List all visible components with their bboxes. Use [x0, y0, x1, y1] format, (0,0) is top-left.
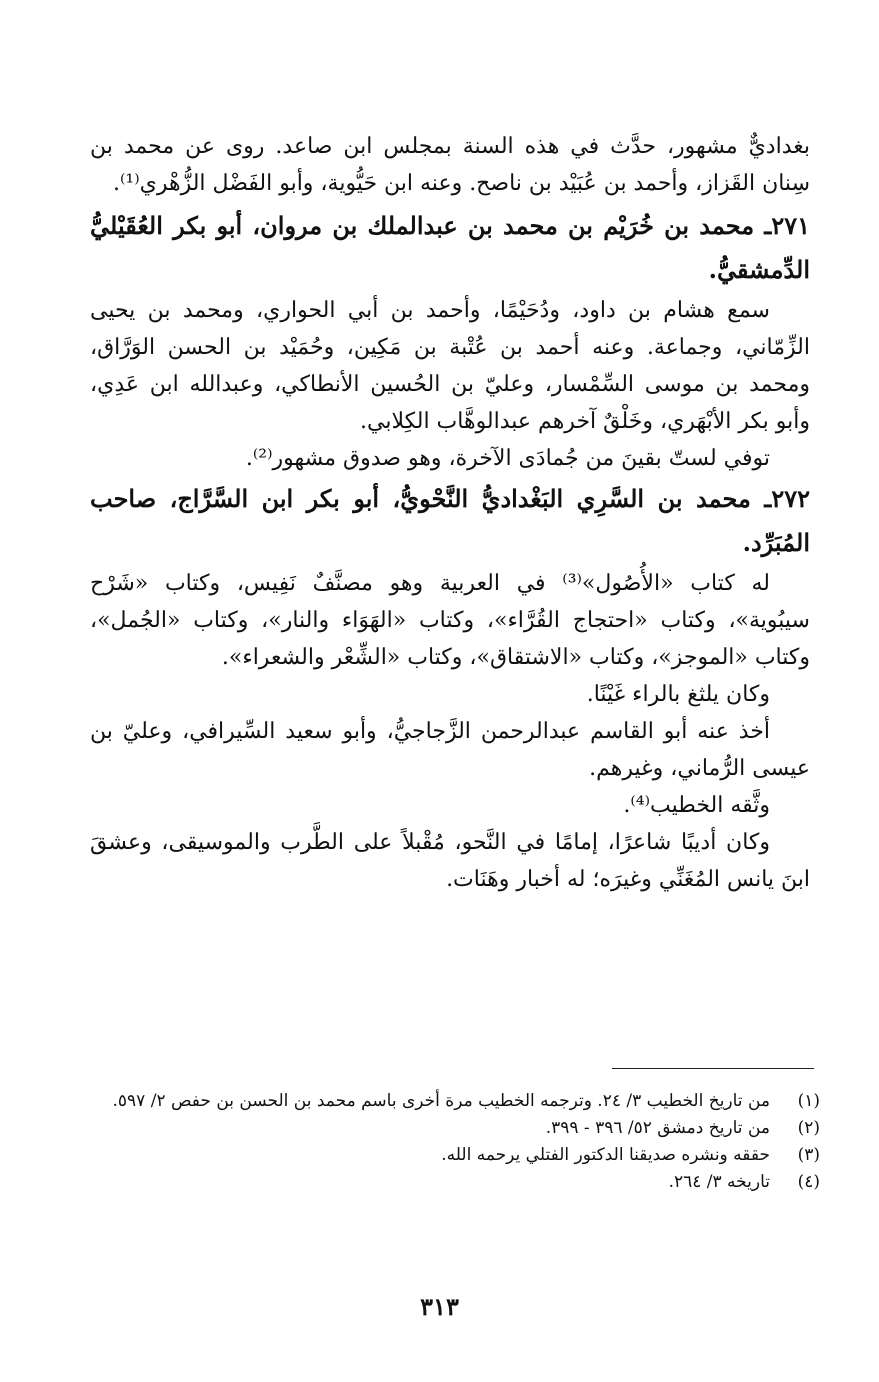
footnote-1	[100, 1088, 820, 1115]
main-text	[90, 128, 810, 898]
footnote-4	[100, 1169, 820, 1196]
paragraph-272-character: وكان أديبًا شاعرًا، إمامًا في النَّحو، مُقْبلاً على الطَّرب والموسيقى، وعشقَ ابنَ يانس المُغَنِّي وغيرَه؛ له أخبار وهَنَات.	[90, 830, 810, 892]
paragraph-270-continuation: بغداديٌّ مشهور، حدَّث في هذه السنة بمجلس ابن صاعد. روى عن محمد بن سِنان القَزاز، وأحمد بن عُبَيْد بن ناصح. وعنه ابن حَيُّوية، وأبو الفَضْل الزُّهْري⁽¹⁾.	[90, 134, 810, 196]
footnote-text: تاريخه ٣/ ٢٦٤.	[668, 1172, 770, 1192]
paragraph-272-students: أخذ عنه أبو القاسم عبدالرحمن الزَّجاجيُّ، وأبو سعيد السِّيرافي، وعليّ بن عيسى الرُّماني، وغيرهم.	[90, 719, 810, 781]
footnotes	[100, 1088, 820, 1196]
entry-heading-271: ٢٧١ـ محمد بن خُرَيْم بن محمد بن عبدالملك بن مروان، أبو بكر العُقَيْليُّ الدِّمشقيُّ.	[90, 211, 810, 284]
page-number: ٣١٣	[420, 1292, 459, 1321]
paragraph-272-trust: وثَّقه الخطيب⁽⁴⁾.	[623, 793, 770, 818]
footnote-text: حققه ونشره صديقنا الدكتور الفتلي يرحمه الله.	[441, 1145, 770, 1165]
footnote-separator	[612, 1068, 814, 1069]
footnote-3	[100, 1142, 820, 1169]
footnote-2	[100, 1115, 820, 1142]
footnote-number: (٤)	[797, 1172, 820, 1192]
footnote-number: (٢)	[797, 1118, 820, 1138]
paragraph-272-works: له كتاب «الأُصُول»⁽³⁾ في العربية وهو مصنَّفٌ نَفِيس، وكتاب «شَرْح سيبُوية»، وكتاب «احتجاج القُرَّاء»، وكتاب «الهَوَاء والنار»، وكتاب «الجُمل»، وكتاب «الموجز»، وكتاب «الاشتقاق»، وكتاب «الشِّعْر والشعراء».	[90, 571, 810, 670]
paragraph-272-speech: وكان يلثغ بالراء غَيْنًا.	[586, 682, 770, 707]
entry-heading-272: ٢٧٢ـ محمد بن السَّرِي البَغْداديُّ النَّحْويُّ، أبو بكر ابن السَّرَّاج، صاحب المُبَرِّد.	[90, 484, 810, 557]
footnote-text: من تاريخ الخطيب ٣/ ٢٤. وترجمه الخطيب مرة أخرى باسم محمد بن الحسن بن حفص ٢/ ٥٩٧.	[112, 1091, 770, 1111]
footnote-number: (٣)	[797, 1145, 820, 1165]
footnote-number: (١)	[797, 1091, 820, 1111]
footnote-text: من تاريخ دمشق ٥٢/ ٣٩٦ - ٣٩٩.	[545, 1118, 770, 1138]
paragraph-271-teachers: سمع هشام بن داود، ودُحَيْمًا، وأحمد بن أبي الحواري، ومحمد بن يحيى الزِّمّاني، وجماعة. وعنه أحمد بن عُتْبة بن مَكِين، وحُمَيْد بن الحسن الوَرَّاق، ومحمد بن موسى السِّمْسار، وعليّ بن الحُسين الأنطاكي، وعبدالله ابن عَدِي، وأبو بكر الأبْهَري، وخَلْقٌ آخرهم عبدالوهَّاب الكِلابي.	[90, 298, 810, 434]
paragraph-271-death: توفي لستّ بقينَ من جُمادَى الآخرة، وهو صدوق مشهور⁽²⁾.	[245, 446, 770, 471]
